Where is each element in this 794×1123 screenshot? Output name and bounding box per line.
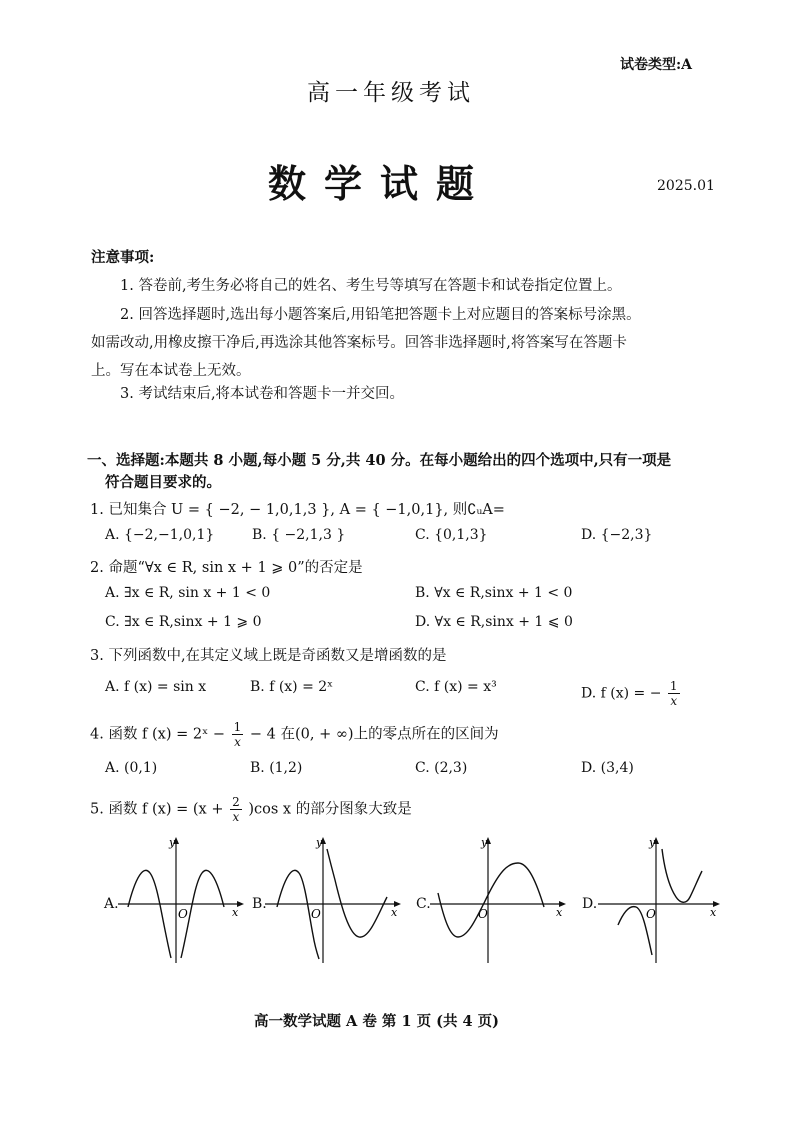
q5-graph-c: [430, 835, 570, 965]
q5-stem: [90, 795, 412, 824]
q2-stem: 2. 命题“∀x ∈ R, sin x + 1 ⩾ 0”的否定是: [90, 560, 363, 576]
note-item-2-line-2: 如需改动,用橡皮擦干净后,再选涂其他答案标号。回答非选择题时,将答案写在答题卡: [91, 335, 627, 351]
q4-stem-prefix: 4. 函数 f (x) = 2ˣ −: [90, 726, 226, 743]
note-item-2-line-1: 2. 回答选择题时,选出每小题答案后,用铅笔把答题卡上对应题目的答案标号涂黑。: [120, 307, 641, 323]
q2-option-c: C. ∃x ∈ R,sinx + 1 ⩾ 0: [105, 614, 262, 630]
paper-type: 试卷类型:A: [620, 57, 693, 73]
exam-date: 2025.01: [657, 178, 715, 194]
svg-text:y: y: [649, 836, 656, 849]
q3-option-d: [581, 679, 680, 708]
q3-option-d-prefix: D. f (x) = −: [581, 685, 662, 702]
q3-d-numerator: 1: [669, 679, 678, 693]
section-heading-line-2: 符合题目要求的。: [105, 474, 221, 491]
svg-text:y: y: [481, 836, 488, 849]
q4-option-a: A. (0,1): [105, 760, 158, 776]
q5-fraction: [230, 795, 242, 824]
notes-heading: 注意事项:: [91, 249, 155, 266]
note-item-1: 1. 答卷前,考生务必将自己的姓名、考生号等填写在答题卡和试卷指定位置上。: [120, 278, 622, 294]
exam-title: 高一年级考试: [307, 80, 475, 106]
q1-stem: 1. 已知集合 U = { −2, − 1,0,1,3 }, A = { −1,0,1}, 则∁ᵤA=: [90, 502, 505, 518]
svg-text:x: x: [232, 906, 239, 919]
note-item-3: 3. 考试结束后,将本试卷和答题卡一并交回。: [120, 386, 405, 402]
q5-graph-a-label: A.: [104, 896, 119, 912]
q2-option-b: B. ∀x ∈ R,sinx + 1 < 0: [415, 585, 573, 601]
q5-graph-a: [118, 835, 248, 965]
q5-graph-d-label: D.: [582, 896, 598, 912]
svg-text:y: y: [316, 836, 323, 849]
q4-stem-suffix: − 4 在(0, + ∞)上的零点所在的区间为: [249, 726, 499, 743]
q4-option-b: B. (1,2): [250, 760, 303, 776]
q3-option-a: A. f (x) = sin x: [105, 679, 207, 695]
q1-option-b: B. { −2,1,3 }: [252, 527, 346, 543]
q5-graph-d: [598, 835, 728, 965]
q4-numerator: 1: [233, 720, 242, 734]
q1-option-d: D. {−2,3}: [581, 527, 653, 543]
q3-stem: 3. 下列函数中,在其定义域上既是奇函数又是增函数的是: [90, 648, 447, 664]
q2-option-a: A. ∃x ∈ R, sin x + 1 < 0: [105, 585, 271, 601]
q5-graph-b: [265, 835, 405, 965]
q5-graph-b-label: B.: [252, 896, 267, 912]
page-footer: 高一数学试题 A 卷 第 1 页 (共 4 页): [254, 1013, 500, 1030]
svg-text:O: O: [646, 907, 656, 921]
q1-option-a: A. {−2,−1,0,1}: [105, 527, 215, 543]
q5-graph-c-label: C.: [416, 896, 431, 912]
svg-text:x: x: [710, 906, 717, 919]
q1-option-c: C. {0,1,3}: [415, 527, 488, 543]
q4-denominator: x: [234, 735, 241, 749]
q5-numerator: 2: [232, 795, 240, 809]
q5-stem-suffix: )cos x 的部分图象大致是: [248, 801, 412, 818]
q3-option-d-fraction: [668, 679, 680, 708]
q5-stem-prefix: 5. 函数 f (x) = (x +: [90, 801, 224, 818]
q4-fraction: [232, 720, 244, 749]
q2-option-d: D. ∀x ∈ R,sinx + 1 ⩽ 0: [415, 614, 573, 630]
q4-option-d: D. (3,4): [581, 760, 634, 776]
section-heading-line-1: 一、选择题:本题共 8 小题,每小题 5 分,共 40 分。在每小题给出的四个选项中,只有一项是: [87, 452, 672, 469]
q4-option-c: C. (2,3): [415, 760, 468, 776]
subject-title: 数学试题: [268, 161, 493, 206]
svg-text:O: O: [311, 907, 321, 921]
q3-option-c: C. f (x) = x³: [415, 679, 497, 695]
q4-stem: [90, 720, 499, 749]
svg-text:O: O: [178, 907, 188, 921]
q5-denominator: x: [232, 810, 240, 824]
note-item-2-line-3: 上。写在本试卷上无效。: [91, 363, 251, 379]
svg-text:x: x: [391, 906, 398, 919]
q3-d-denominator: x: [670, 694, 678, 708]
svg-text:y: y: [169, 836, 176, 849]
svg-text:O: O: [478, 907, 488, 921]
q3-option-b: B. f (x) = 2ˣ: [250, 679, 334, 695]
svg-text:x: x: [556, 906, 563, 919]
